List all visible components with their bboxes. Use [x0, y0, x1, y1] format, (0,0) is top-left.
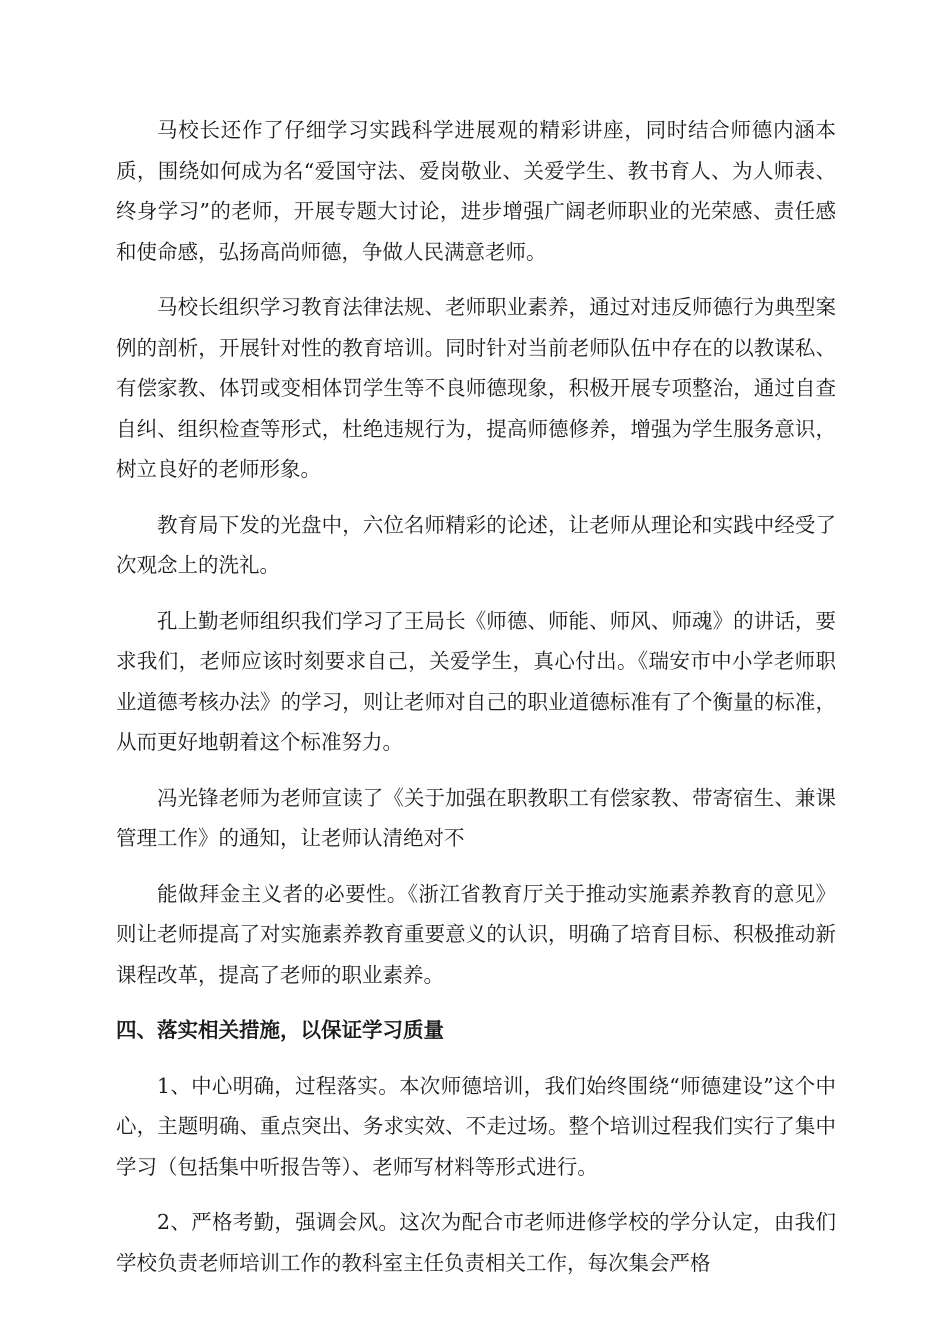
paragraph-lecture: 马校长还作了仔细学习实践科学进展观的精彩讲座，同时结合师德内涵本质，围绕如何成为名“爱国守法、爱岗敬业、关爱学生、教书育人、为人师表、终身学习”的老师，开展专题大讨论，进步增强广阔老师职业的光荣感、责任感和使命感，弘扬高尚师德，争做人民满意老师。: [116, 118, 836, 264]
paragraph-feng-continued: 能做拜金主义者的必要性。《浙江省教育厅关于推动实施素养教育的意见》则让老师提高了对实施素养教育重要意义的认识，明确了培育目标、积极推动新课程改革，提高了老师的职业素养。: [116, 881, 836, 987]
list-item-2: 2、严格考勤，强调会风。这次为配合市老师进修学校的学分认定，由我们学校负责老师培训工作的教科室主任负责相关工作，每次集会严格: [116, 1210, 836, 1275]
document-body: [116, 110, 836, 1298]
list-item-1: 1、中心明确，过程落实。本次师德培训，我们始终围绕“师德建设”这个中心，主题明确、重点突出、务求实效、不走过场。整个培训过程我们实行了集中学习（包括集中听报告等）、老师写材料等形式进行。: [116, 1073, 836, 1179]
paragraph-laws: 马校长组织学习教育法律法规、老师职业素养，通过对违反师德行为典型案例的剖析，开展针对性的教育培训。同时针对当前老师队伍中存在的以教谋私、有偿家教、体罚或变相体罚学生等不良师德现象，积极开展专项整治，通过自查自纠、组织检查等形式，杜绝违规行为，提高师德修养，增强为学生服务意识，树立良好的老师形象。: [116, 295, 836, 481]
section-heading: 四、落实相关措施，以保证学习质量: [116, 1018, 444, 1042]
paragraph-feng: 冯光锋老师为老师宣读了《关于加强在职教职工有偿家教、带寄宿生、兼课管理工作》的通知，让老师认清绝对不: [116, 785, 836, 850]
paragraph-disc: 教育局下发的光盘中，六位名师精彩的论述，让老师从理论和实践中经受了次观念上的洗礼。: [116, 512, 836, 577]
paragraph-kong: 孔上勤老师组织我们学习了王局长《师德、师能、师风、师魂》的讲话，要求我们，老师应该时刻要求自己，关爱学生，真心付出。《瑞安市中小学老师职业道德考核办法》的学习，则让老师对自己的职业道德标准有了个衡量的标准，从而更好地朝着这个标准努力。: [116, 608, 836, 754]
